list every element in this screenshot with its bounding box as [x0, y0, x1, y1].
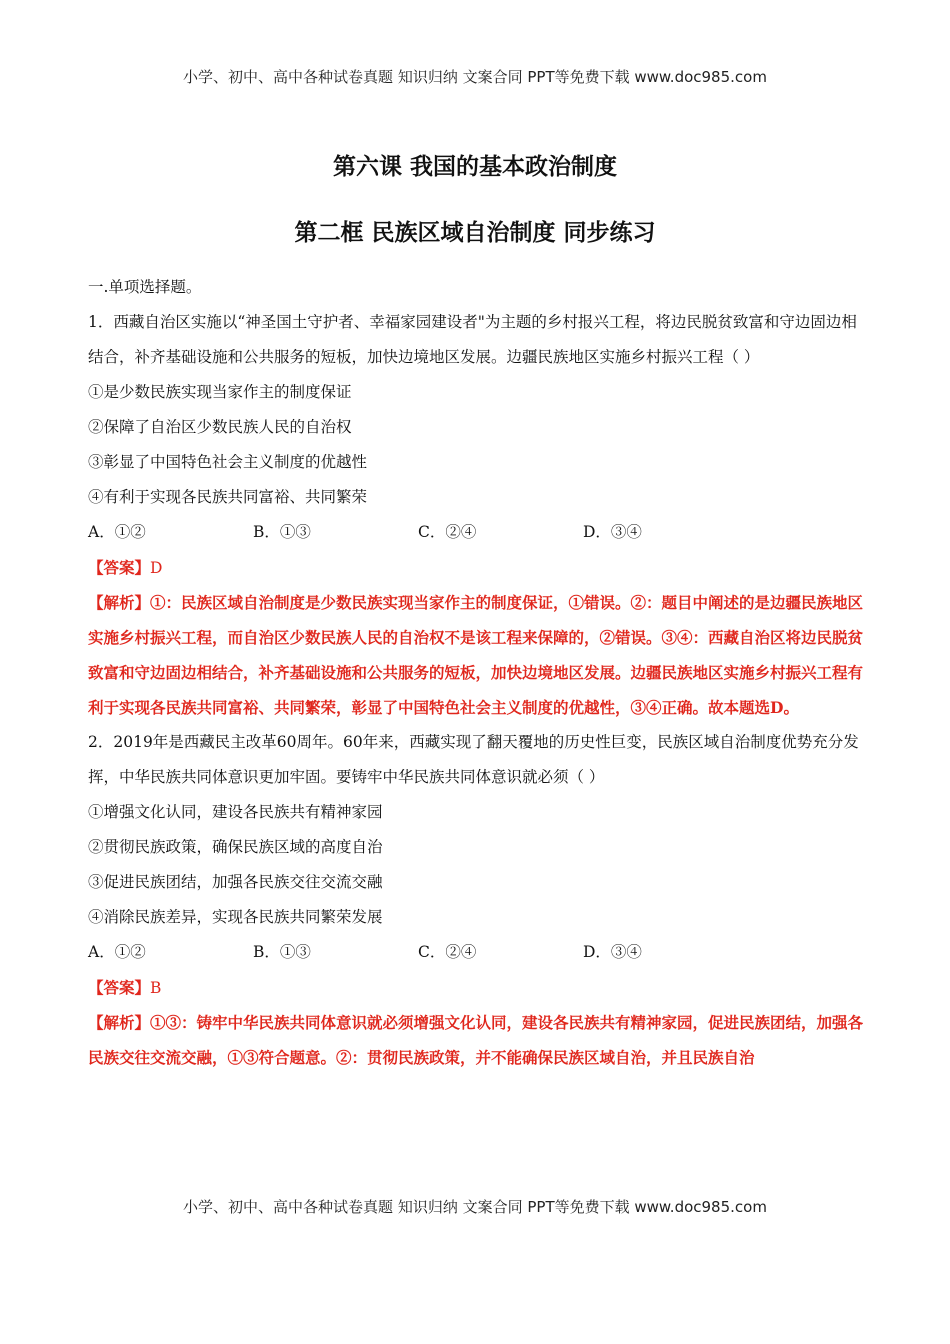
answer-value: B: [150, 979, 162, 997]
answer-value: D: [150, 559, 163, 577]
question-1-analysis: [88, 585, 864, 725]
question-2-analysis: [88, 1005, 864, 1075]
question-2-answer: [88, 970, 864, 1005]
question-1-item: ①是少数民族实现当家作主的制度保证: [88, 383, 352, 401]
page-footer: 小学、初中、高中各种试卷真题 知识归纳 文案合同 PPT等免费下载 www.doc985.com: [183, 1198, 767, 1216]
question-2-options: [88, 935, 864, 970]
option-b: B．①③: [253, 943, 311, 961]
analysis-label: 【解析】: [88, 1013, 151, 1032]
question-1-answer: [88, 550, 864, 585]
option-a: A．①②: [88, 943, 146, 961]
page-header: 小学、初中、高中各种试卷真题 知识归纳 文案合同 PPT等免费下载 www.doc985.com: [183, 68, 767, 86]
question-1-item: ④有利于实现各民族共同富裕、共同繁荣: [88, 488, 368, 506]
question-2-item: ③促进民族团结，加强各民族交往交流交融: [88, 873, 383, 891]
question-1-options: [88, 515, 864, 550]
document-body: [88, 270, 864, 1075]
question-2-item: ④消除民族差异，实现各民族共同繁荣发展: [88, 908, 383, 926]
question-1-item: ③彰显了中国特色社会主义制度的优越性: [88, 453, 368, 471]
section-heading: 一.单项选择题。: [88, 278, 202, 296]
analysis-label: 【解析】: [88, 593, 151, 612]
question-1-item: ②保障了自治区少数民族人民的自治权: [88, 418, 352, 436]
option-b: B．①③: [253, 523, 311, 541]
answer-label: 【答案】: [88, 978, 151, 997]
section-title: 第二框 民族区域自治制度 同步练习: [294, 220, 656, 246]
option-c: C．②④: [418, 943, 477, 961]
answer-label: 【答案】: [88, 558, 151, 577]
question-1-stem: 1．西藏自治区实施以“神圣国土守护者、幸福家园建设者"为主题的乡村报兴工程，将边民脱贫致富和守边固边相结合，补齐基础设施和公共服务的短板，加快边境地区发展。边疆民族地区实施乡村振兴工程（ ）: [88, 313, 857, 366]
analysis-text: ①③：铸牢中华民族共同体意识就必须增强文化认同，建设各民族共有精神家园，促进民族团结，加强各民族交往交流交融，①③符合题意。②：贯彻民族政策，并不能确保民族区域自治，并且民族自治: [88, 1013, 864, 1067]
question-2-item: ①增强文化认同，建设各民族共有精神家园: [88, 803, 383, 821]
option-d: D．③④: [583, 943, 642, 961]
option-d: D．③④: [583, 523, 642, 541]
question-2-stem: 2．2019年是西藏民主改革60周年。60年来，西藏实现了翻天覆地的历史性巨变，民族区域自治制度优势充分发挥，中华民族共同体意识更加牢固。要铸牢中华民族共同体意识就必须（ ）: [88, 733, 859, 786]
lesson-title: 第六课 我国的基本政治制度: [332, 154, 617, 180]
analysis-text: ①：民族区域自治制度是少数民族实现当家作主的制度保证，①错误。②：题目中阐述的是边疆民族地区实施乡村振兴工程，而自治区少数民族人民的自治权不是该工程来保障的，②错误。③④：西藏自治区将边民脱贫致富和守边固边相结合，补齐基础设施和公共服务的短板，加快边境地区发展。边疆民族地区实施乡村振兴工程有利于实现各民族共同富裕、共同繁荣，彰显了中国特色社会主义制度的优越性，③④正确。故本题选D。: [88, 593, 864, 717]
option-c: C．②④: [418, 523, 477, 541]
option-a: A．①②: [88, 523, 146, 541]
question-2-item: ②贯彻民族政策，确保民族区域的高度自治: [88, 838, 383, 856]
